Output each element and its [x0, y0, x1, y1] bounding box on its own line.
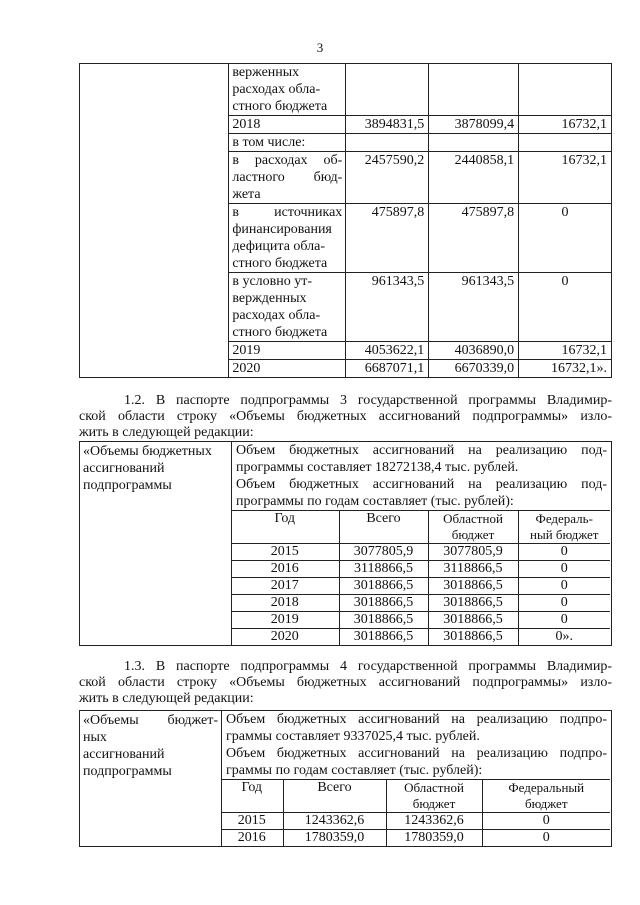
page-number: 3 [316, 40, 324, 55]
table-row: в источниках финансирования дефицита обла- стного бюджета 475897,8 475897,8 0 [80, 204, 612, 273]
table-row: 2015 1243362,6 1243362,6 0 [221, 813, 610, 830]
table-row: в условно ут- вержденных расходах обла- стного бюджета 961343,5 961343,5 0 [80, 273, 612, 342]
subprogram3-budget-table [79, 441, 612, 646]
budget-description: Объем бюджетных ассигнований на реализацию подпро- граммы составляет 9337025,4 тыс. рублей. Объем бюджетных ассигнований на реализацию подпро- граммы по годам составляет (тыс. рублей): Год Всего Областной бюджет Федеральный бюджет 2015 1243362,6 1243362,6 0 2016 1780359,0 1780359,0 0 [222, 711, 612, 847]
table-row: 2020 6687071,1 6670339,0 16732,1». [80, 360, 612, 378]
row-label: верженных расходах обла- стного бюджета [229, 64, 346, 116]
row-label: «Объемы бюджет- ных ассигнований подпрограммы [80, 711, 222, 847]
budget-table-continued [79, 63, 612, 378]
row-label: «Объемы бюджетных ассигнований подпрограммы [80, 442, 232, 646]
paragraph-1-2: 1.2. В паспорте подпрограммы 3 государственной программы Владимир- ской области строку «Объемы бюджетных ассигнований подпрограммы» изло- жить в следующей редакции: [79, 393, 612, 440]
row-label: 2020 [229, 360, 346, 378]
row-label: в источниках финансирования дефицита обла- стного бюджета [229, 204, 346, 273]
table-row: 2018 3018866,5 3018866,5 0 [231, 595, 610, 612]
table-header-row: Год Всего Областной бюджет Федеральный бюджет [221, 780, 610, 813]
budget-by-year-table [221, 779, 610, 846]
table-row: 2020 3018866,5 3018866,5 0». [231, 629, 610, 646]
table-row: 2017 3018866,5 3018866,5 0 [231, 578, 610, 595]
paragraph-1-3: 1.3. В паспорте подпрограммы 4 государственной программы Владимир- ской области строку «Объемы бюджетных ассигнований подпрограммы» изло- жить в следующей редакции: [79, 659, 612, 706]
row-label: 2019 [229, 342, 346, 360]
row-label: в том числе: [229, 134, 346, 152]
empty-label-cell [80, 64, 229, 378]
table-row: 2016 1780359,0 1780359,0 0 [221, 830, 610, 847]
row-label: 2018 [229, 116, 346, 134]
table-row: в расходах об- ластного бюд- жета 2457590,2 2440858,1 16732,1 [80, 152, 612, 204]
budget-description: Объем бюджетных ассигнований на реализацию под- программы составляет 18272138,4 тыс. рублей. Объем бюджетных ассигнований на реализацию под- программы по годам составляет (тыс. рублей): Год Всего Областной бюджет Федераль- ный бюджет 2015 3077805,9 3077805,9 0 2016 3118866,5 3118866,5 0 2017 3018866,5 3018866,5 0 2018 3018866,5 3018866,5 0 2019 3018866,5 3018866,5 0 2020 3018866,5 3018866,5 0». [232, 442, 612, 646]
table-header-row: Год Всего Областной бюджет Федераль- ный бюджет [231, 511, 610, 544]
table-row: 2019 4053622,1 4036890,0 16732,1 [80, 342, 612, 360]
table-row [80, 64, 612, 116]
table-row: 2015 3077805,9 3077805,9 0 [231, 544, 610, 561]
row-label: в расходах об- ластного бюд- жета [229, 152, 346, 204]
subprogram4-budget-table [79, 710, 612, 847]
table-row: 2016 3118866,5 3118866,5 0 [231, 561, 610, 578]
table-row: 2019 3018866,5 3018866,5 0 [231, 612, 610, 629]
table-row: 2018 3894831,5 3878099,4 16732,1 [80, 116, 612, 134]
row-label: в условно ут- вержденных расходах обла- стного бюджета [229, 273, 346, 342]
budget-by-year-table [231, 510, 610, 645]
